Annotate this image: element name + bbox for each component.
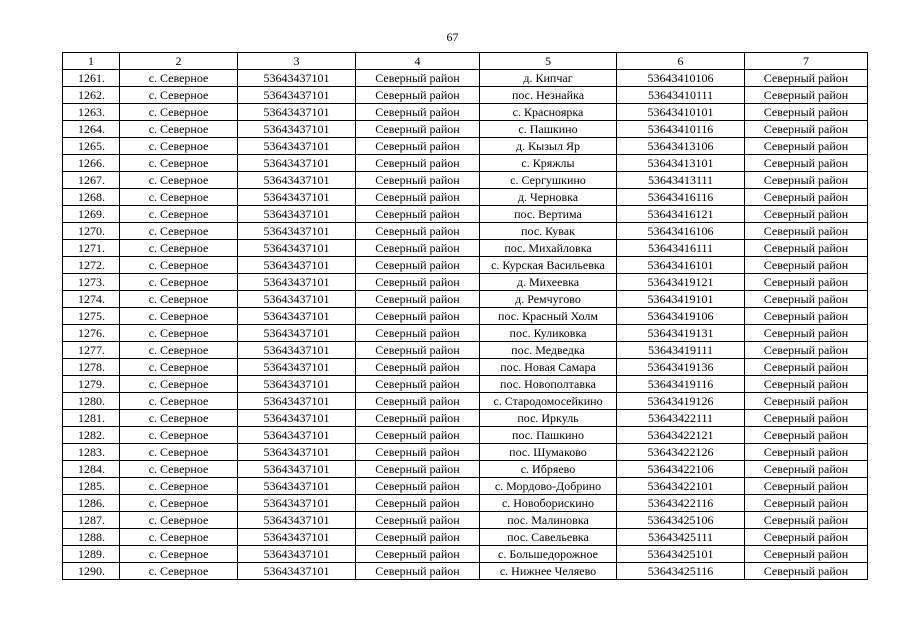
- row-number-cell: 1279.: [63, 376, 120, 393]
- district-cell: Северный район: [356, 529, 480, 546]
- settlement-cell: с. Северное: [120, 325, 238, 342]
- locality-cell: с. Ибряево: [480, 461, 617, 478]
- district-cell: Северный район: [356, 342, 480, 359]
- locality-district-cell: Северный район: [745, 444, 868, 461]
- district-cell: Северный район: [356, 121, 480, 138]
- table-row: [63, 104, 868, 121]
- locality-cell: пос. Куликовка: [480, 325, 617, 342]
- settlement-cell: с. Северное: [120, 478, 238, 495]
- settlement-code-cell: 53643437101: [238, 155, 356, 172]
- locality-cell: с. Курская Васильевка: [480, 257, 617, 274]
- table-row: [63, 393, 868, 410]
- settlement-cell: с. Северное: [120, 308, 238, 325]
- locality-district-cell: Северный район: [745, 546, 868, 563]
- row-number-cell: 1271.: [63, 240, 120, 257]
- locality-district-cell: Северный район: [745, 461, 868, 478]
- column-header: 7: [745, 53, 868, 70]
- row-number-cell: 1274.: [63, 291, 120, 308]
- locality-district-cell: Северный район: [745, 121, 868, 138]
- locality-code-cell: 53643419101: [617, 291, 745, 308]
- district-cell: Северный район: [356, 359, 480, 376]
- district-cell: Северный район: [356, 308, 480, 325]
- settlement-code-cell: 53643437101: [238, 308, 356, 325]
- locality-code-cell: 53643413101: [617, 155, 745, 172]
- locality-cell: пос. Савельевка: [480, 529, 617, 546]
- settlement-cell: с. Северное: [120, 206, 238, 223]
- settlement-cell: с. Северное: [120, 546, 238, 563]
- locality-district-cell: Северный район: [745, 359, 868, 376]
- locality-code-cell: 53643416121: [617, 206, 745, 223]
- page-number: 67: [446, 30, 459, 44]
- settlement-cell: с. Северное: [120, 223, 238, 240]
- settlement-cell: с. Северное: [120, 461, 238, 478]
- table-row: [63, 495, 868, 512]
- locality-district-cell: Северный район: [745, 512, 868, 529]
- row-number-cell: 1284.: [63, 461, 120, 478]
- row-number-cell: 1289.: [63, 546, 120, 563]
- locality-district-cell: Северный район: [745, 393, 868, 410]
- settlement-code-cell: 53643437101: [238, 104, 356, 121]
- row-number-cell: 1286.: [63, 495, 120, 512]
- locality-district-cell: Северный район: [745, 138, 868, 155]
- settlements-table: [62, 52, 868, 580]
- locality-district-cell: Северный район: [745, 240, 868, 257]
- row-number-cell: 1275.: [63, 308, 120, 325]
- settlement-code-cell: 53643437101: [238, 478, 356, 495]
- row-number-cell: 1272.: [63, 257, 120, 274]
- locality-district-cell: Северный район: [745, 563, 868, 580]
- row-number-cell: 1285.: [63, 478, 120, 495]
- column-header: 4: [356, 53, 480, 70]
- locality-code-cell: 53643416106: [617, 223, 745, 240]
- locality-cell: с. Мордово-Добрино: [480, 478, 617, 495]
- row-number-cell: 1287.: [63, 512, 120, 529]
- row-number-cell: 1262.: [63, 87, 120, 104]
- locality-district-cell: Северный район: [745, 206, 868, 223]
- settlement-code-cell: 53643437101: [238, 87, 356, 104]
- locality-cell: пос. Красный Холм: [480, 308, 617, 325]
- row-number-cell: 1263.: [63, 104, 120, 121]
- table-row: [63, 359, 868, 376]
- district-cell: Северный район: [356, 172, 480, 189]
- locality-district-cell: Северный район: [745, 342, 868, 359]
- district-cell: Северный район: [356, 410, 480, 427]
- locality-code-cell: 53643410111: [617, 87, 745, 104]
- locality-district-cell: Северный район: [745, 223, 868, 240]
- district-cell: Северный район: [356, 393, 480, 410]
- locality-code-cell: 53643419116: [617, 376, 745, 393]
- district-cell: Северный район: [356, 206, 480, 223]
- table-row: [63, 461, 868, 478]
- row-number-cell: 1280.: [63, 393, 120, 410]
- table-row: [63, 529, 868, 546]
- locality-code-cell: 53643422121: [617, 427, 745, 444]
- table-body: [63, 53, 868, 580]
- row-number-cell: 1281.: [63, 410, 120, 427]
- settlement-cell: с. Северное: [120, 291, 238, 308]
- district-cell: Северный район: [356, 444, 480, 461]
- settlement-code-cell: 53643437101: [238, 359, 356, 376]
- table-row: [63, 87, 868, 104]
- settlement-code-cell: 53643437101: [238, 563, 356, 580]
- locality-code-cell: 53643410101: [617, 104, 745, 121]
- locality-code-cell: 53643425116: [617, 563, 745, 580]
- district-cell: Северный район: [356, 104, 480, 121]
- table-row: [63, 376, 868, 393]
- district-cell: Северный район: [356, 87, 480, 104]
- district-cell: Северный район: [356, 155, 480, 172]
- locality-code-cell: 53643419121: [617, 274, 745, 291]
- locality-code-cell: 53643419136: [617, 359, 745, 376]
- locality-cell: пос. Малиновка: [480, 512, 617, 529]
- locality-district-cell: Северный район: [745, 87, 868, 104]
- locality-cell: пос. Новополтавка: [480, 376, 617, 393]
- district-cell: Северный район: [356, 478, 480, 495]
- settlement-code-cell: 53643437101: [238, 223, 356, 240]
- locality-cell: пос. Вертима: [480, 206, 617, 223]
- locality-code-cell: 53643416116: [617, 189, 745, 206]
- settlement-cell: с. Северное: [120, 393, 238, 410]
- district-cell: Северный район: [356, 240, 480, 257]
- locality-district-cell: Северный район: [745, 325, 868, 342]
- table-row: [63, 342, 868, 359]
- table-row: [63, 240, 868, 257]
- settlement-cell: с. Северное: [120, 410, 238, 427]
- locality-district-cell: Северный район: [745, 189, 868, 206]
- locality-district-cell: Северный район: [745, 274, 868, 291]
- row-number-cell: 1277.: [63, 342, 120, 359]
- table-row: [63, 138, 868, 155]
- table-row: [63, 427, 868, 444]
- settlement-code-cell: 53643437101: [238, 291, 356, 308]
- table-row: [63, 274, 868, 291]
- settlement-code-cell: 53643437101: [238, 376, 356, 393]
- locality-code-cell: 53643416111: [617, 240, 745, 257]
- settlement-code-cell: 53643437101: [238, 427, 356, 444]
- settlement-cell: с. Северное: [120, 563, 238, 580]
- district-cell: Северный район: [356, 257, 480, 274]
- locality-district-cell: Северный район: [745, 257, 868, 274]
- table-row: [63, 291, 868, 308]
- locality-code-cell: 53643422116: [617, 495, 745, 512]
- settlement-code-cell: 53643437101: [238, 206, 356, 223]
- locality-cell: с. Нижнее Челяево: [480, 563, 617, 580]
- settlement-cell: с. Северное: [120, 121, 238, 138]
- column-header: 2: [120, 53, 238, 70]
- table-row: [63, 444, 868, 461]
- settlement-cell: с. Северное: [120, 274, 238, 291]
- table-row: [63, 546, 868, 563]
- row-number-cell: 1273.: [63, 274, 120, 291]
- locality-cell: с. Большедорожное: [480, 546, 617, 563]
- settlement-cell: с. Северное: [120, 444, 238, 461]
- locality-cell: пос. Медведка: [480, 342, 617, 359]
- settlement-cell: с. Северное: [120, 70, 238, 87]
- district-cell: Северный район: [356, 138, 480, 155]
- locality-code-cell: 53643425111: [617, 529, 745, 546]
- district-cell: Северный район: [356, 70, 480, 87]
- settlement-code-cell: 53643437101: [238, 444, 356, 461]
- locality-cell: пос. Кувак: [480, 223, 617, 240]
- locality-cell: д. Черновка: [480, 189, 617, 206]
- settlement-code-cell: 53643437101: [238, 172, 356, 189]
- settlement-cell: с. Северное: [120, 529, 238, 546]
- locality-code-cell: 53643416101: [617, 257, 745, 274]
- district-cell: Северный район: [356, 461, 480, 478]
- settlement-code-cell: 53643437101: [238, 410, 356, 427]
- settlement-code-cell: 53643437101: [238, 546, 356, 563]
- locality-district-cell: Северный район: [745, 155, 868, 172]
- table-row: [63, 121, 868, 138]
- settlement-code-cell: 53643437101: [238, 495, 356, 512]
- locality-code-cell: 53643413111: [617, 172, 745, 189]
- district-cell: Северный район: [356, 546, 480, 563]
- settlement-cell: с. Северное: [120, 427, 238, 444]
- locality-cell: с. Стародомосейкино: [480, 393, 617, 410]
- settlement-code-cell: 53643437101: [238, 121, 356, 138]
- table-row: [63, 70, 868, 87]
- settlement-code-cell: 53643437101: [238, 529, 356, 546]
- settlement-code-cell: 53643437101: [238, 138, 356, 155]
- row-number-cell: 1283.: [63, 444, 120, 461]
- district-cell: Северный район: [356, 563, 480, 580]
- locality-cell: пос. Михайловка: [480, 240, 617, 257]
- settlement-code-cell: 53643437101: [238, 257, 356, 274]
- settlement-cell: с. Северное: [120, 172, 238, 189]
- locality-district-cell: Северный район: [745, 308, 868, 325]
- row-number-cell: 1267.: [63, 172, 120, 189]
- row-number-cell: 1268.: [63, 189, 120, 206]
- district-cell: Северный район: [356, 376, 480, 393]
- column-header: 6: [617, 53, 745, 70]
- locality-code-cell: 53643422101: [617, 478, 745, 495]
- locality-cell: пос. Пашкино: [480, 427, 617, 444]
- locality-code-cell: 53643422106: [617, 461, 745, 478]
- locality-code-cell: 53643419126: [617, 393, 745, 410]
- locality-district-cell: Северный район: [745, 70, 868, 87]
- settlement-code-cell: 53643437101: [238, 461, 356, 478]
- row-number-cell: 1282.: [63, 427, 120, 444]
- table-row: [63, 563, 868, 580]
- locality-cell: д. Кызыл Яр: [480, 138, 617, 155]
- table-row: [63, 189, 868, 206]
- locality-cell: с. Кряжлы: [480, 155, 617, 172]
- locality-code-cell: 53643422111: [617, 410, 745, 427]
- row-number-cell: 1278.: [63, 359, 120, 376]
- column-header: 5: [480, 53, 617, 70]
- district-cell: Северный район: [356, 325, 480, 342]
- settlement-cell: с. Северное: [120, 240, 238, 257]
- locality-cell: с. Красноярка: [480, 104, 617, 121]
- table-row: [63, 257, 868, 274]
- locality-code-cell: 53643425106: [617, 512, 745, 529]
- settlement-code-cell: 53643437101: [238, 325, 356, 342]
- district-cell: Северный район: [356, 223, 480, 240]
- locality-cell: д. Кипчаг: [480, 70, 617, 87]
- column-header: 1: [63, 53, 120, 70]
- locality-district-cell: Северный район: [745, 291, 868, 308]
- table-header-row: [63, 53, 868, 70]
- table-row: [63, 223, 868, 240]
- settlement-code-cell: 53643437101: [238, 189, 356, 206]
- row-number-cell: 1266.: [63, 155, 120, 172]
- locality-code-cell: 53643410106: [617, 70, 745, 87]
- table-row: [63, 325, 868, 342]
- locality-code-cell: 53643419131: [617, 325, 745, 342]
- settlement-cell: с. Северное: [120, 376, 238, 393]
- table-row: [63, 410, 868, 427]
- locality-cell: с. Пашкино: [480, 121, 617, 138]
- row-number-cell: 1270.: [63, 223, 120, 240]
- settlement-code-cell: 53643437101: [238, 240, 356, 257]
- settlement-cell: с. Северное: [120, 342, 238, 359]
- settlement-cell: с. Северное: [120, 138, 238, 155]
- district-cell: Северный район: [356, 495, 480, 512]
- locality-cell: д. Михеевка: [480, 274, 617, 291]
- settlement-code-cell: 53643437101: [238, 342, 356, 359]
- table-row: [63, 512, 868, 529]
- locality-cell: с. Новоборискино: [480, 495, 617, 512]
- locality-cell: пос. Иркуль: [480, 410, 617, 427]
- locality-code-cell: 53643419111: [617, 342, 745, 359]
- district-cell: Северный район: [356, 291, 480, 308]
- row-number-cell: 1290.: [63, 563, 120, 580]
- locality-code-cell: 53643410116: [617, 121, 745, 138]
- row-number-cell: 1269.: [63, 206, 120, 223]
- settlement-cell: с. Северное: [120, 189, 238, 206]
- settlement-cell: с. Северное: [120, 87, 238, 104]
- district-cell: Северный район: [356, 274, 480, 291]
- locality-district-cell: Северный район: [745, 478, 868, 495]
- locality-district-cell: Северный район: [745, 172, 868, 189]
- district-cell: Северный район: [356, 512, 480, 529]
- locality-code-cell: 53643419106: [617, 308, 745, 325]
- table-row: [63, 206, 868, 223]
- settlement-cell: с. Северное: [120, 104, 238, 121]
- locality-code-cell: 53643425101: [617, 546, 745, 563]
- locality-district-cell: Северный район: [745, 410, 868, 427]
- table-row: [63, 478, 868, 495]
- row-number-cell: 1265.: [63, 138, 120, 155]
- district-cell: Северный район: [356, 189, 480, 206]
- locality-cell: д. Ремчугово: [480, 291, 617, 308]
- locality-district-cell: Северный район: [745, 376, 868, 393]
- locality-code-cell: 53643413106: [617, 138, 745, 155]
- row-number-cell: 1288.: [63, 529, 120, 546]
- settlement-cell: с. Северное: [120, 257, 238, 274]
- district-cell: Северный район: [356, 427, 480, 444]
- row-number-cell: 1264.: [63, 121, 120, 138]
- locality-cell: пос. Новая Самара: [480, 359, 617, 376]
- settlement-code-cell: 53643437101: [238, 70, 356, 87]
- settlement-cell: с. Северное: [120, 512, 238, 529]
- locality-code-cell: 53643422126: [617, 444, 745, 461]
- locality-district-cell: Северный район: [745, 495, 868, 512]
- locality-district-cell: Северный район: [745, 104, 868, 121]
- column-header: 3: [238, 53, 356, 70]
- locality-cell: пос. Шумаково: [480, 444, 617, 461]
- settlement-code-cell: 53643437101: [238, 274, 356, 291]
- settlement-cell: с. Северное: [120, 495, 238, 512]
- row-number-cell: 1276.: [63, 325, 120, 342]
- locality-cell: пос. Незнайка: [480, 87, 617, 104]
- settlement-code-cell: 53643437101: [238, 393, 356, 410]
- settlement-cell: с. Северное: [120, 359, 238, 376]
- settlement-code-cell: 53643437101: [238, 512, 356, 529]
- settlement-cell: с. Северное: [120, 155, 238, 172]
- locality-cell: с. Сергушкино: [480, 172, 617, 189]
- locality-district-cell: Северный район: [745, 427, 868, 444]
- table-row: [63, 172, 868, 189]
- table-row: [63, 308, 868, 325]
- locality-district-cell: Северный район: [745, 529, 868, 546]
- row-number-cell: 1261.: [63, 70, 120, 87]
- table-row: [63, 155, 868, 172]
